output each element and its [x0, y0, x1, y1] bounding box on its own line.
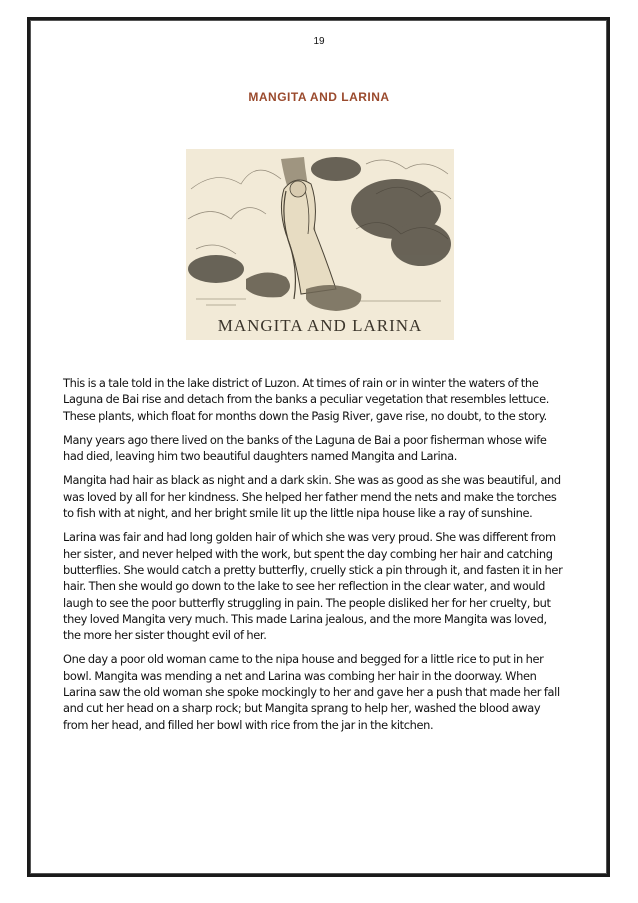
page-number: 19 [313, 36, 325, 47]
paragraph: Larina was fair and had long golden hair of which she was very proud. She was different from her sister, and never helped with the work, but spent the day combing her hair and catching butterflies. She would catch a pretty butterfly, cruelly stick a pin through it, and fasten it in her hair. Then she would go down to the lake to see her reflection in the clear water, and would laugh to see the poor butterfly struggling in pain. The people disliked her for her cruelty, but they loved Mangita very much. This made Larina jealous, and the more Mangita was loved, the more her sister thought evil of her. [63, 530, 563, 643]
illustration-caption: MANGITA AND LARINA [217, 316, 423, 335]
page-title: MANGITA AND LARINA [248, 90, 390, 104]
paragraph: This is a tale told in the lake district of Luzon. At times of rain or in winter the waters of the Laguna de Bai rise and detach from the banks a peculiar vegetation that resembles lettuce. These plants, which float for months down the Pasig River, gave rise, no doubt, to the story. [63, 376, 550, 423]
story-text [63, 375, 567, 741]
story-illustration [186, 149, 454, 340]
paragraph: Many years ago there lived on the banks of the Laguna de Bai a poor fisherman whose wife had died, leaving him two beautiful daughters named Mangita and Larina. [63, 432, 547, 464]
paragraph: One day a poor old woman came to the nipa house and begged for a little rice to put in her bowl. Mangita was mending a net and Larina was combing her hair in the doorway. When Larina saw the old woman she spoke mockingly to her and gave her a push that made her fall and cut her head on a sharp rock; but Mangita sprang to help her, washed the blood away from her head, and filled her bowl with rice from the jar in the kitchen. [63, 652, 560, 732]
paragraph: Mangita had hair as black as night and a dark skin. She was as good as she was beautiful, and was loved by all for her kindness. She helped her father mend the nets and make the torches to fish with at night, and her bright smile lit up the little nipa house like a ray of sunshine. [63, 473, 561, 521]
